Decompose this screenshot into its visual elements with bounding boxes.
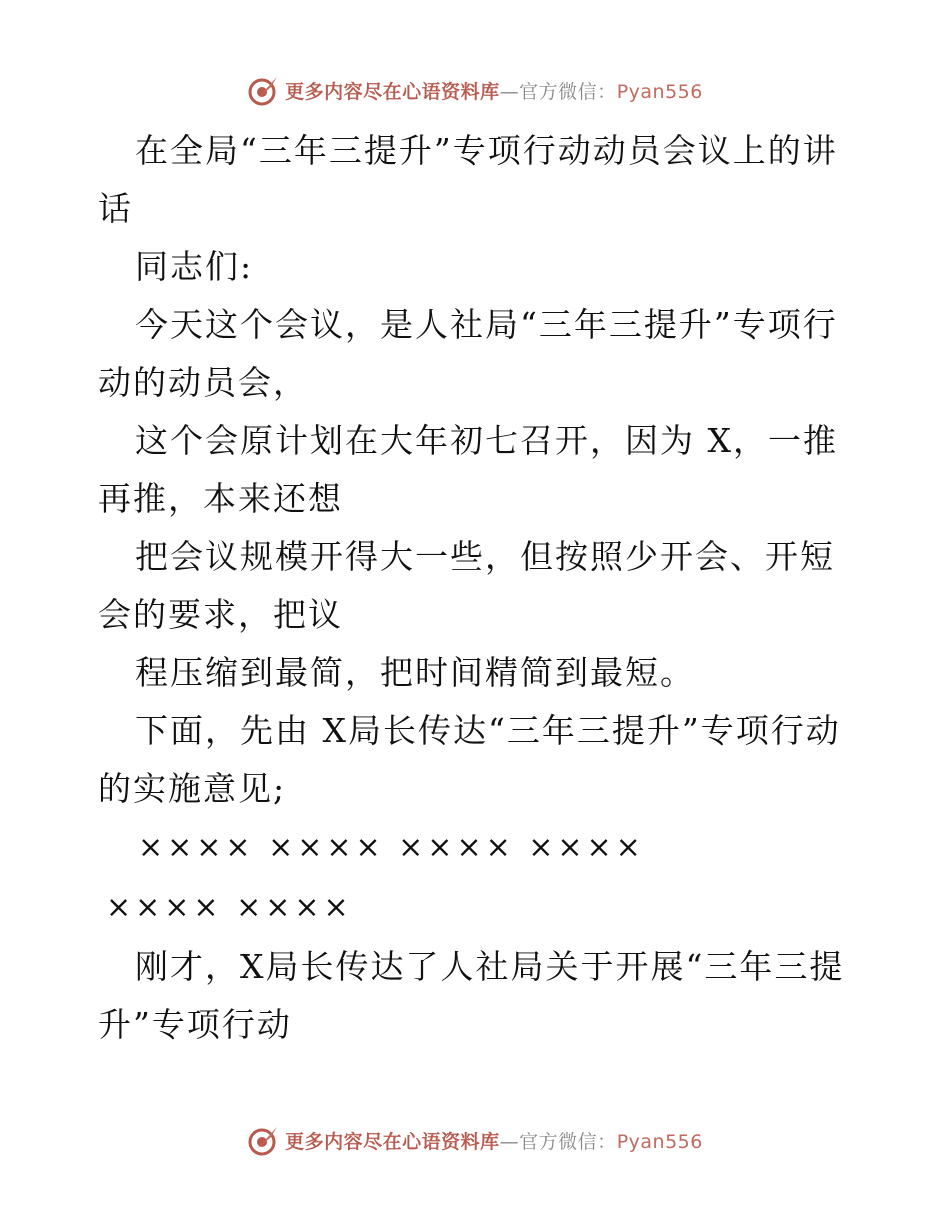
watermark-text <box>285 1127 703 1154</box>
watermark-text <box>285 77 703 104</box>
watermark-dash: — <box>499 1130 520 1153</box>
greeting: 同志们: <box>135 247 254 286</box>
paragraph-5: 下面，先由 X局长传达“三年三提升”专项行动的实施意见; <box>98 711 841 808</box>
watermark-wechat-label: 官方微信： <box>519 1130 617 1153</box>
paragraph-3: 把会议规模开得大一些，但按照少开会、开短会的要求，把议 <box>98 537 835 634</box>
placeholder-x-line-2: ×××× ×××× <box>106 890 353 925</box>
placeholder-x-line-1: ×××× ×××× ×××× ×××× <box>138 830 645 865</box>
watermark-wechat-id: Pyan556 <box>616 80 703 103</box>
watermark-wechat-label: 官方微信： <box>519 80 617 103</box>
paragraph-2: 这个会原计划在大年初七召开，因为 X，一推再推，本来还想 <box>98 421 838 518</box>
watermark-header <box>0 70 950 110</box>
quill-logo-icon <box>247 73 281 107</box>
document-title: 在全局“三年三提升”专项行动动员会议上的讲话 <box>98 131 838 228</box>
watermark-wechat-id: Pyan556 <box>616 1130 703 1153</box>
paragraph-4: 程压缩到最简，把时间精简到最短。 <box>135 653 695 692</box>
paragraph-closing: 刚才，X局长传达了人社局关于开展“三年三提升”专项行动 <box>98 947 845 1044</box>
document-body <box>98 122 858 1054</box>
quill-logo-icon <box>247 1123 281 1157</box>
paragraph-1: 今天这个会议，是人社局“三年三提升”专项行动的动员会， <box>98 305 838 402</box>
watermark-chinese: 更多内容尽在心语资料库 <box>285 1130 500 1153</box>
watermark-dash: — <box>499 80 520 103</box>
watermark-chinese: 更多内容尽在心语资料库 <box>285 80 500 103</box>
watermark-footer <box>0 1120 950 1160</box>
